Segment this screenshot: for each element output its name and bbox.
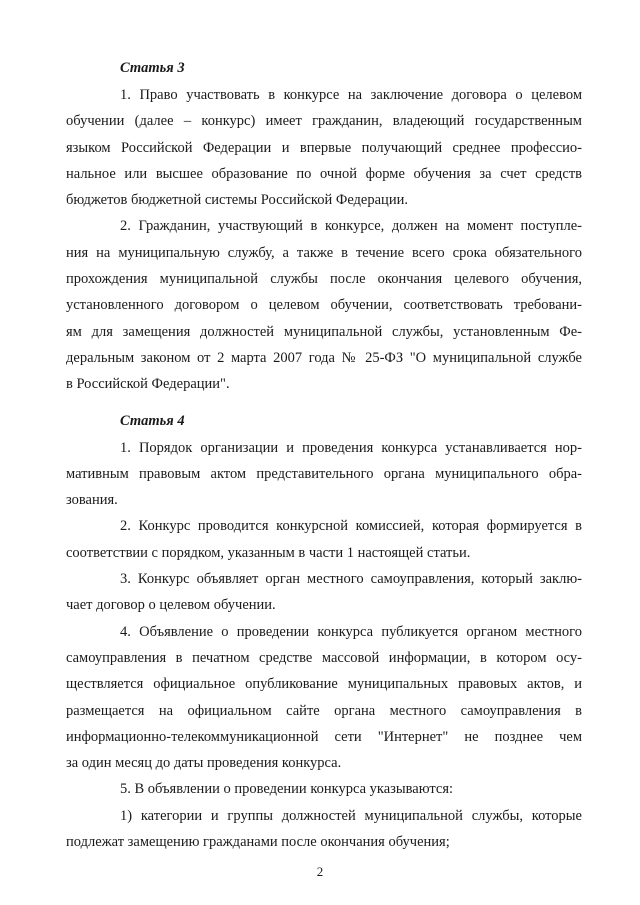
text-line: чает договор о целевом обучении.	[66, 597, 276, 614]
text-line: ществляется официальное опубликование муниципальных правовых актов, и	[66, 676, 582, 693]
text-line: зования.	[66, 492, 118, 509]
text-line: 1. Право участвовать в конкурсе на заключение договора о целевом	[120, 87, 582, 103]
page-number: 2	[316, 864, 324, 879]
text-line: 1. Порядок организации и проведения конкурса устанавливается нор-	[120, 439, 582, 456]
text-line: ям для замещения должностей муниципальной службы, установленным Фе-	[66, 323, 582, 340]
text-line: 5. В объявлении о проведении конкурса указываются:	[120, 781, 454, 798]
text-line: 2. Гражданин, участвующий в конкурсе, должен на момент поступле-	[120, 218, 582, 235]
text-line: в Российской Федерации".	[66, 376, 230, 393]
article-4-paragraph-2	[66, 513, 582, 566]
text-line: нальное или высшее образование по очной форме обучения за счет средств	[66, 165, 582, 182]
article-4-paragraph-6	[66, 803, 582, 856]
article-4-paragraph-4	[66, 619, 582, 777]
article-3-heading: Статья 3	[120, 60, 185, 76]
text-line: обучении (далее – конкурс) имеет гражданин, владеющий государственным	[66, 113, 582, 130]
text-line: подлежат замещению гражданами после окончания обучения;	[66, 834, 450, 851]
text-line: 4. Объявление о проведении конкурса публикуется органом местного	[120, 623, 582, 640]
text-line: самоуправления в печатном средстве массовой информации, в котором осу-	[66, 649, 582, 666]
text-line: размещается на официальном сайте органа местного самоуправления в	[66, 702, 582, 719]
article-4-heading: Статья 4	[120, 412, 185, 429]
text-line: информационно-телекоммуникационной сети "Интернет" не позднее чем	[66, 728, 582, 745]
article-3-paragraph-1	[66, 82, 582, 213]
text-line: 3. Конкурс объявляет орган местного самоуправления, который заклю-	[120, 571, 582, 588]
text-line: мативным правовым актом представительного органа муниципального обра-	[66, 465, 582, 482]
text-line: 2. Конкурс проводится конкурсной комиссией, которая формируется в	[120, 518, 582, 535]
text-line: прохождения муниципальной службы после окончания целевого обучения,	[66, 271, 582, 288]
text-line: 1) категории и группы должностей муниципальной службы, которые	[120, 807, 582, 824]
article-3-paragraph-2	[66, 213, 582, 397]
text-line: за один месяц до даты проведения конкурса.	[66, 755, 342, 772]
document-body	[66, 55, 582, 855]
article-4-paragraph-3	[66, 566, 582, 619]
article-4-paragraph-5	[120, 776, 582, 802]
text-line: языком Российской Федерации и впервые получающий среднее профессио-	[66, 139, 582, 156]
text-line: деральным законом от 2 марта 2007 года № 25-ФЗ "О муниципальной службе	[66, 349, 582, 366]
article-4-paragraph-1	[66, 435, 582, 514]
text-line: бюджетов бюджетной системы Российской Федерации.	[66, 192, 408, 209]
text-line: ния на муниципальную службу, а также в течение всего срока обязательного	[66, 244, 582, 261]
text-line: установленного договором о целевом обучении, соответствовать требовани-	[66, 297, 582, 314]
text-line: соответствии с порядком, указанным в части 1 настоящей статьи.	[66, 544, 471, 561]
